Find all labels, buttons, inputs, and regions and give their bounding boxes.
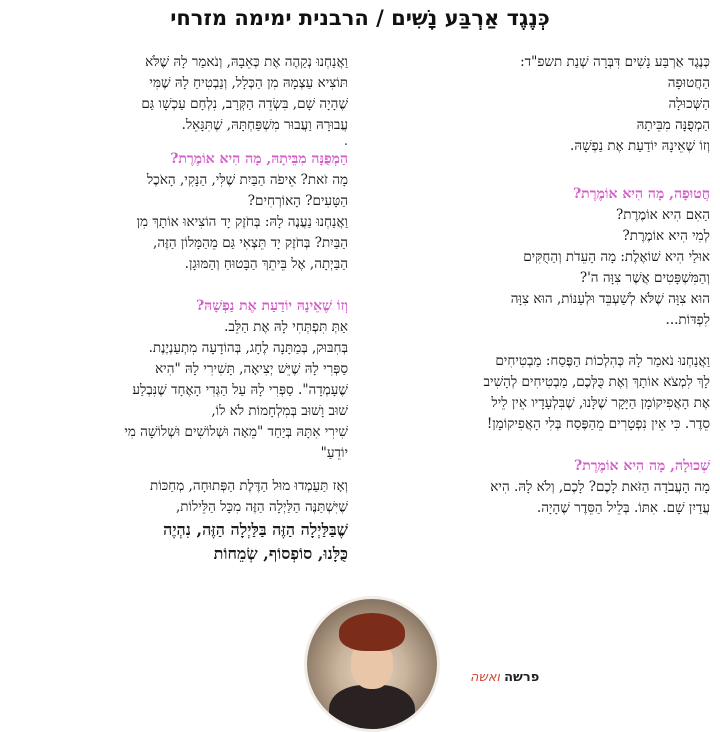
text-line: לְמִי הִיא אוֹמֶרֶת? [622, 228, 710, 244]
text-line: אוּלַי הִיא שׁוֹאֶלֶת: מָה הָעֵדֹת וְהַחֻקִּים [523, 249, 710, 265]
text-line: שֶׁבַּלַּיְלָה הַזֶּה בַּלַּיְלָה הַזֶּה, נִהְיֶה [163, 520, 348, 539]
text-line: שִׁירִי אִתָּהּ בְּיַחַד "מֵאָה וּשְׁלוֹשִׁים וּשְׁלוֹשָׁה מִי [124, 424, 348, 440]
logo-part2: ואשה [470, 670, 500, 685]
intro-line: כְּנֶגֶד אַרְבַּע נָשִׁים דִּבְּרָה שְׁנַת תשפ"ד: [520, 54, 710, 70]
intro-line: הַשְּׁכוּלָה [668, 96, 710, 112]
text-line: וְהַמִּשְׁפָּטִים אֲשֶׁר צִוָּה ה'? [579, 270, 710, 286]
text-line: יוֹדֵעַ" [320, 445, 348, 461]
text-line: הַטָּעִים? הָאוֹרְחִים? [247, 193, 348, 209]
text-line: סַפְּרִי לָהּ שֶׁיֵּשׁ יְצִיאָה, תָּשִׁירִי לָהּ "הִיא [155, 361, 348, 377]
text-line: הַבַּיִת? בְּחֹזֶק יָד תֵּצְאִי גַּם מֵהַמָּלוֹן הַזֶּה, [153, 235, 348, 251]
text-line: וַאֲנַחְנוּ נַעֲנֶה לָהּ: בְּחֹזֶק יָד הוֹצִיאוּ אוֹתָךְ מִן [136, 214, 348, 230]
left-column [8, 52, 348, 566]
intro-line: וְזוֹ שֶׁאֵינָהּ יוֹדַעַת אֶת נַפְשָׁהּ. [570, 138, 710, 154]
text-line: תּוֹצִיא עַצְמָהּ מִן הַכְּלָל, וְנַבְטִיחַ לָהּ שֶׁמִּי [149, 75, 348, 91]
text-line: הוּא צִוָּה שֶׁלֹּא לְשַׁעְבֵּד וּלְעַנּוֹת, הוּא צִוָּה [510, 291, 710, 307]
heading-kidnapped: חֲטוּפָה, מָה הִיא אוֹמֶרֶת? [572, 186, 710, 202]
text-line: שֶׁהָיָה שָׁם, בִּשְׂדֵה הַקְּרָב, נִלְחָם עַכְשָׁו גַּם [141, 96, 348, 112]
text-line: בְּחִבּוּק, בְּמַתָּנָה לֶחָג, בְּהוֹדָעָה מִתְעַנְיֶנֶת. [148, 340, 348, 356]
text-line: שֶׁעָמְדָה". סַפְּרִי לָהּ עַל הַגְּדִי הָאֶחָד שֶׁנִּבְלַע [132, 382, 348, 398]
text-line: וַאֲנַחְנוּ נֹאמַר לָהּ כְּהִלְכוֹת הַפֶּסַח: מַבְטִיחִים [495, 353, 710, 369]
text-line: סֵדֶר. כִּי אֵין נִפְטָרִים מֵהַפֶּסַח בְּלִי הָאֲפִיקוֹמָן! [486, 416, 710, 432]
text-line: לָךְ לִמְצֹא אוֹתָךְ וְאֶת כֻּלְּכֶם, מַבְטִיחִים לְהָשִׁיב [483, 374, 710, 390]
text-line: אַתְּ תִּפְתְּחִי לָהּ אֶת הַלֵּב. [224, 319, 348, 335]
text-line: עֲבוּרָהּ וַעֲבוּר מִשְׁפַּחְתָּהּ, שֶׁתִּגָּאֵל. [181, 117, 348, 133]
intro-line: הַחֲטוּפָה [667, 75, 710, 91]
photo-hat [339, 613, 405, 651]
intro-block [370, 52, 710, 157]
heading-unknowing: וְזוֹ שֶׁאֵינָהּ יוֹדַעַת אֶת נַפְשָׁהּ? [195, 298, 348, 314]
page-title: כְּנֶגֶד אַרְבַּע נָשִׁים / הרבנית ימימה מזרחי [170, 6, 550, 30]
text-line: עֲדַיִן שָׁם. אִתּוֹ. בְּלֵיל הַסֵּדֶר שֶׁהָיָה. [536, 500, 710, 516]
author-photo [304, 596, 440, 732]
right-column [370, 52, 710, 519]
intro-line: הַמְפֻנָּה מִבֵּיתָהּ [636, 117, 710, 133]
text-line: הַבַּיְתָה, אֶל בֵּיתֵךְ הַבָּטוּחַ וְהַמּוּגָן. [184, 256, 348, 272]
text-line: מָה הָעֲבֹדָה הַזֹּאת לָכֶם? לָכֶם, וְלֹא לָהּ. הִיא [490, 479, 710, 495]
text-line: אֶת הָאֲפִיקוֹמָן הַיָּקָר שֶׁלָּנוּ, שֶׁבִּלְעָדָיו אֵין לֵיל [491, 395, 710, 411]
closing-big-block [8, 518, 348, 566]
text-line: כֻּלָּנוּ, סוֹפְסוֹף, שְׂמֵחוֹת [213, 544, 348, 563]
photo-body [329, 685, 415, 732]
brand-logo [470, 670, 539, 685]
text-line: שׁוּב וָשׁוּב בְּמִלְחָמוֹת לֹא לוֹ, [211, 403, 348, 419]
text-line: הַאִם הִיא אוֹמֶרֶת? [616, 207, 710, 223]
text-line: וַאֲנַחְנוּ נְקַהֶה אֶת כְּאֵבָהּ, וְנֹאמַר לָהּ שֶׁלֹּא [145, 54, 348, 70]
heading-bereaved: שְׁכוּלָה, מָה הִיא אוֹמֶרֶת? [574, 458, 710, 474]
text-line: שֶׁיִּשְׁתַּנֶּה הַלַּיְלָה הַזֶּה מִכָּל הַלֵּילוֹת, [175, 499, 348, 515]
text-line: מָה זֹאת? אֵיפֹה הַבַּיִת שֶׁלִּי, הַנָּקִי, הָאֹכֶל [146, 172, 348, 188]
separator-dot: . [343, 134, 348, 149]
text-line: לִפְדּוֹת... [665, 312, 710, 328]
text-line: וְאָז תַּעַמְדוּ מוּל הַדֶּלֶת הַפְּתוּחָה, מְחַכּוֹת [149, 478, 348, 494]
logo-part1: פרשה [504, 670, 540, 685]
heading-evacuated: הַמְפֻנָּה מִבֵּיתָהּ, מָה הִיא אוֹמֶרֶת? [170, 151, 348, 167]
